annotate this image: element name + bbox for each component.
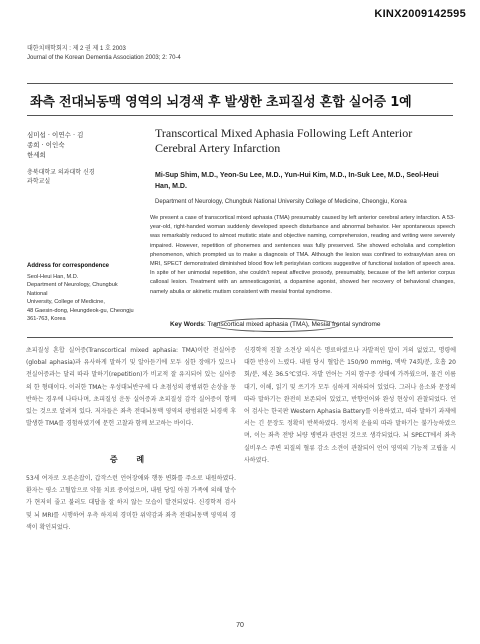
title-rule-bottom <box>27 115 453 116</box>
korean-affiliation: 충북대학교 의과대학 신경과학교실 <box>27 169 95 185</box>
keyword-circle-mark <box>213 318 339 332</box>
correspondence-title: Address for correspondence <box>27 263 110 269</box>
body-case-paragraph: 53세 여자로 오른손잡이, 갑작스런 언어장애와 행동 변화를 주소로 내원하였다. 환자는 평소 고혈압으로 약물 치료 중이었으며, 내원 당일 아침 가족에 의해 말수가 현저히 줄고 불러도 대답을 잘 하지 않는 모습이 발견되었다. 신경학적 검사 및 뇌 MRI를 시행하여 우측 하지의 경미한 위약감과 좌측 전대뇌동맥 영역의 경색이 확인되었다. <box>26 475 236 531</box>
journal-header <box>27 45 181 63</box>
journal-line-en: Journal of the Korean Dementia Association 2003; 2: 70-4 <box>27 55 181 61</box>
journal-line-kr: 대한치매학회지 : 제 2 권 제 1 호 2003 <box>27 46 126 52</box>
korean-authors <box>27 130 87 160</box>
title-rule-top <box>27 83 453 84</box>
correspondence-line: 48 Gaesin-dong, Heungdeok-gu, Cheongju <box>27 307 134 314</box>
section-heading-case: 증 례 <box>109 455 153 464</box>
correspondence-line: Department of Neurology, Chungbuk National <box>27 282 118 297</box>
korean-authors-line-1: 심미섭 · 이연수 · 김종희 · 이인숙 <box>27 131 84 149</box>
correspondence-block <box>27 262 137 324</box>
korean-authors-line-2: 한세희 <box>27 151 46 159</box>
english-authors: Mi-Sup Shim, M.D., Yeon-Su Lee, M.D., Yun-Hui Kim, M.D., In-Suk Lee, M.D., Seol-Heui Han, M.D. <box>155 172 439 190</box>
page-number: 70 <box>236 622 244 629</box>
korean-title: 좌측 전대뇌동맥 영역의 뇌경색 후 발생한 초피질성 혼합 실어증 1예 <box>30 95 412 110</box>
english-department: Department of Neurology, Chungbuk National University College of Medicine, Cheongju, Korea <box>155 199 407 205</box>
keywords: Key Words: Transcortical mixed aphasia (TMA), Mesial frontal syndrome <box>170 321 381 328</box>
body-intro-paragraph: 초피질성 혼합 실어증(Transcortical mixed aphasia: TMA)이란 전실어증(global aphasia)과 유사하게 말하기 및 알아듣기에 모두 심한 장애가 있으나 전실어증과는 달리 따라 말하기(repetition)가 비교적 잘 유지되어 있는 실어증의 한 형태이다. 이러한 TMA는 우성대뇌반구에 다 초점성의 광범위한 손상을 동반하는 경우에 나타나며, 초피질성 운동 실어증과 초피질성 감각 실어증이 함께 있는 것으로 알려져 있다. 저자들은 좌측 전대뇌동맥 영역의 광범위한 뇌경색 후 발생한 TMA를 경험하였기에 문헌 고찰과 함께 보고하는 바이다. <box>26 347 236 428</box>
correspondence-line: University, College of Medicine, <box>27 299 105 305</box>
english-title: Transcortical Mixed Aphasia Following Left Anterior Cerebral Artery Infarction <box>155 126 413 155</box>
abstract: We present a case of transcortical mixed aphasia (TMA) presumably caused by left anterior cerebral artery infarction. A 53-year-old, right-handed woman suddenly developed speech disturbance and abnormal behavior. Her spontaneous speech was remarkably reduced to almost mutistic state and objective naming, comprehension, reading and writing were severely impaired. However, repetition of phonemes and sentences was fully preserved. She showed echolalia and completion phenomenon, which prompted us to make a diagnosis of TMA. Although the lesion was confined to extrasylvian area on MRI, SPECT demonstrated diminished blood flow left perisylvian cortices suggestive of functional isolation of speech area. In spite of her unimodal repetition, she couldn't repeat affective prosody, presumably, because of the left anterior corpus callosal lesion. Treatment with an amnesticagonist, a dopamine agonist, showed her recovery of behavioral changes, namely abulia or akinetic mutism consistent with mesial frontal syndrome. <box>150 215 455 295</box>
keywords-text: Transcortical mixed aphasia (TMA), Mesial frontal syndrome <box>207 321 381 328</box>
correspondence-line: Seol-Heui Han, M.D. <box>27 273 79 280</box>
keywords-label: Key Words <box>170 321 204 328</box>
body-right-paragraph: 신경학적 진찰 소견상 의식은 명료하였으나 자발적인 말이 거의 없었고, 명령에 대한 반응이 느렸다. 내원 당시 혈압은 150/90 mmHg, 맥박 74회/분, 호흡 20회/분, 체온 36.5℃였다. 자발 언어는 거의 함구증 상태에 가까웠으며, 물건 이름 대기, 이해, 읽기 및 쓰기가 모두 심하게 저하되어 있었다. 그러나 음소와 문장의 따라 말하기는 완전히 보존되어 있었고, 반향언어와 완성 현상이 관찰되었다. 언어 검사는 한국판 Western Aphasia Battery를 이용하였고, 따라 말하기 과제에서는 긴 문장도 정확히 반복하였다. 정서적 운율의 따라 말하기는 불가능하였으며, 이는 좌측 전방 뇌량 병변과 관련된 것으로 생각되었다. 뇌 SPECT에서 좌측 실비우스 주변 피질의 혈류 감소 소견이 관찰되어 언어 영역의 기능적 고립을 시사하였다. <box>244 347 456 464</box>
abstract-rule <box>27 337 453 338</box>
document-id: KINX2009142595 <box>374 8 466 20</box>
correspondence-line: 361-763, Korea <box>27 316 66 322</box>
